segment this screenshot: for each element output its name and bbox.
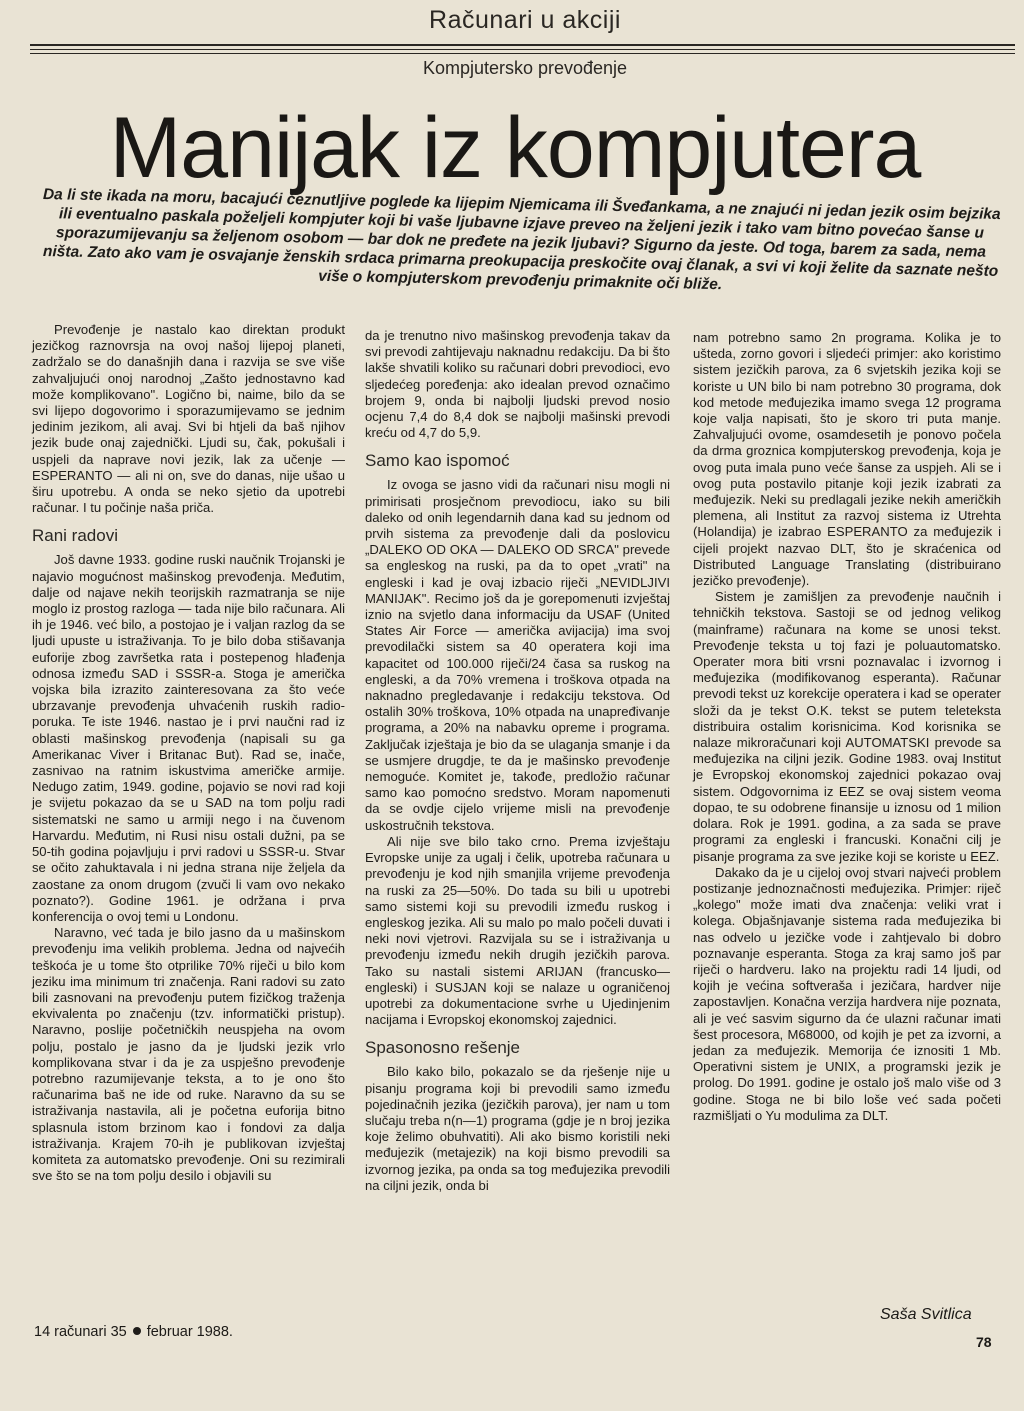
paragraph: Naravno, već tada je bilo jasno da u mašinskom prevođenju ima velikih problema. Jedna od najvećih teškoća je u tome što otprilike 70% riječi u bilo kom jeziku ima minimum tri značenja. Rani radovi su zato bili zasnovani na prevođenju putem fizičkog traženja ekvivalenta po značenju (tzv. informatički pristup). Naravno, poslije početničkih neuspjeha na ovom polju, postalo je jasno da je ljudski jezik vrlo komplikovana stvar i da je za uspješno prevođenje potrebno razumijevanje teksta, a to je ono što računarima baš ne ide od ruke. Naravno da su se istraživanja nastavila, ali je početna euforija bitno splasnula istom brzinom kao i fondovi za dalja istraživanja. Krajem 70-ih je publikovan izvještaj komiteta za automatsko prevođenje. Oni su rezimirali sve što se na tom polju desilo i objavili su <box>32 925 345 1184</box>
subheading: Rani radovi <box>32 526 118 546</box>
column-2 <box>365 328 670 1194</box>
footer-date: februar 1988. <box>146 1324 233 1340</box>
page-number: 78 <box>976 1334 992 1350</box>
column-3 <box>693 330 1001 1124</box>
lede: Da li ste ikada na moru, bacajući čeznutljive poglede ka lijepim Njemicama ili Šveđankama, a ne znajući ni jedan jezik osim bejzika ili eventualno paskala poželjeli kompjuter koji bi vaše ljubavne izjave preveo na željeni jezik i tako vam bitno povećao šanse u sporazumijevanju sa željenom osobom — bar dok ne pređete na jezik ljubavi? Sigurno da jeste. Od toga, barem za sada, nema ništa. Zato ako vam je osvajanje ženskih srdaca primarna preokupacija preskočite ovaj članak, a svi vi koji želite da saznate nešto više o kompjuterskom prevođenju primaknite oči bliže. <box>42 185 1001 294</box>
paragraph: Ali nije sve bilo tako crno. Prema izvještaju Evropske unije za ugalj i čelik, upotreba računara u prevođenju je kod njih smanjila vrijeme prevođenja na ruski za 25—50%. Do tada su bili u upotrebi samo sistemi koji su prevodili između ruskog i engleskog jezika. Ali su malo po malo počeli duvati i neki novi vjetrovi. Razvijala su se i istraživanja u prevođenju između nekih drugih jezičkih parova. Tako su nastali sistemi ARIJAN (francusko—engleski) i SUSJAN koji se nalaze u ograničenoj upotrebi za dokumentacione svrhe u Ujedinjenim nacijama i Evropskoj ekonomskoj zajednici. <box>365 833 670 1028</box>
header-rule <box>30 44 1015 46</box>
footer-folio <box>34 1324 233 1340</box>
headline: Manijak iz kompjutera <box>109 100 921 196</box>
header-rule <box>30 49 1015 50</box>
paragraph: Dakako da je u cijeloj ovoj stvari najveći problem postizanje jednoznačnosti međujezika. Primjer: riječ „kolego" može imati dva značenja: veliki vrat i kolega. Objašnjavanje sistema rada međujezika bi nas odvelo u jezičke vode i zahtjevalo bi dobro poznavanje esperanta. Stoga za kraj samo još par riječi o hardveru. Iako na projektu radi 14 ljudi, od kojih je većina softveraša i jezičara, hardver nije zapostavljen. Konačna verzija hardvera nije poznata, ali je već sasvim sigurno da će ulazni računar imati šest procesora, M68000, od kojih je pet za izvorni, a jedan za međujezik. Memorija će iznositi 1 Mb. Operativni sistem je UNIX, a programski jezik je prolog. Do 1991. godine je ostalo još malo više od 3 godine. Stoga ne bi bilo loše već sada početi razmišljati o Yu modulima za DLT. <box>693 864 1001 1123</box>
paragraph: Prevođenje je nastalo kao direktan produkt jezičkog raznovrsja na ovoj našoj lijepoj planeti, zadržalo se do današnjih dana i razvija se sve više zahvaljujući onoj narodnoj „Zašto jednostavno kad može komplikovano". Logično bi, naime, bilo da se svi lijepo dogovorimo i sporazumijevamo se jednim jedinim jezikom, ali avaj. Svi bi htjeli da baš njihov jezik bude onaj zajednički. Ljudi su, čak, pokušali i uspjeli da naprave novi jezik, lak za učenje — ESPERANTO — ali ni on, sve do danas, nije ušao u širu upotrebu. A onda se neko sjetio da upotrebi računar. I tu počinje naša priča. <box>32 322 345 516</box>
footer-magazine: 14 računari 35 <box>34 1324 127 1340</box>
subheading: Samo kao ispomoć <box>365 451 510 471</box>
kicker: Kompjutersko prevođenje <box>422 58 628 78</box>
paragraph: Još davne 1933. godine ruski naučnik Trojanski je najavio mogućnost mašinskog prevođenja. Međutim, dalje od najave nekih teorijskih razmatranja se nije moglo iz prostog razloga — tada nije bilo računara. Ali ih je 1946. već bilo, a postojao je i valjan razlog da se ljudi upuste u istraživanja. To je bilo doba stišavanja euforije zbog završetka rata i postepenog hlađenja odnosa između SAD i SSSR-a. Stoga je američka vojska bila izrazito zainteresovana za što veće ubrzavanje prevođenja uhvaćenih ruskih radio-poruka. Te iste 1946. nastao je i prvi naučni rad iz oblasti mašinskog prevođenja (napisali su ga Amerikanac Viver i Britanac But). Rad se, inače, zasnivao na ratnim iskustvima američke armije. Nedugo zatim, 1949. godine, pojavio se novi rad koji je svijetu pokazao da se u SAD na tom polju radi sistematski ne samo u armiji nego i na čuvenom Harvardu. Međutim, ni Rusi nisu ostali dužni, pa se 50-tih godina pojavljuju i prvi radovi u SSSR-u. Stvar se očito zahuktavala i ni jedna strana nije željela da zaostane za onom drugom (zvuči li vam ovo nekako poznato?). Godine 1961. je održana i prva konferencija o ovoj temi u Londonu. <box>32 552 345 924</box>
subheading: Spasonosno rešenje <box>365 1038 521 1058</box>
paragraph: da je trenutno nivo mašinskog prevođenja takav da svi prevodi zahtijevaju naknadnu redakciju. Da bi što lakše shvatili koliko su računari dobri prevodioci, evo sljedećeg poređenja: ako idealan prevod označimo brojem 9, onda bi najbolji ljudski prevod nosio ocjenu 7,4 do 8,4 dok se najbolji mašinski prevodi kreću od 4,7 do 5,9. <box>365 328 670 441</box>
author-signature: Saša Svitlica <box>880 1306 972 1323</box>
paragraph: Sistem je zamišljen za prevođenje naučnih i tehničkih tekstova. Sastoji se od jednog velikog (mainframe) računara na kome se unosi tekst. Prevođenje teksta u toj fazi je poluautomatsko. Operater mora biti vrsni poznavalac i izvornog i međujezika (modifikovanog esperanta). Računar prevodi tekst uz korekcije operatera i kad se operater složi da je tekst O.K. tekst se putem teleteksta distribuira ostalim korisnicima. Kod korisnika se nalaze mikroračunari koji AUTOMATSKI prevode sa međujezika na ciljni jezik. Godine 1983. ovaj Institut je Evropskoj ekonomskoj zajednici pokazao ovaj sistem. Odgovornima iz EEZ se ovaj sistem veoma dopao, te su odobrene finansije u iznosu od 1 milion dolara. Rok je 1991. godina, a za sada se prave programi za engleski i francuski. Konačni cilj je pisanje programa za sve jezike koji se koriste u EEZ. <box>693 589 1001 864</box>
section-label: Računari u akciji <box>429 6 621 34</box>
column-1 <box>32 322 345 1184</box>
bullet-icon <box>133 1327 141 1335</box>
paragraph: Bilo kako bilo, pokazalo se da rješenje nije u pisanju programa koji bi prevodili samo između pojedinačnih jezika (jezičkih parova), jer nam u tom slučaju treba n(n—1) programa (gdje je n broj jezika koje želimo obuhvatiti). Ali ako bismo koristili neki međujezik (metajezik) na koji bismo prevodili sa izvornog jezika, pa onda sa tog međujezika prevodili na ciljni jezik, onda bi <box>365 1064 670 1193</box>
paragraph: nam potrebno samo 2n programa. Kolika je to ušteda, zorno govori i sljedeći primjer: ako koristimo sistem jezičkih parova, za 6 svjetskih jezika koji se koriste u UN bilo bi nam potrebno 30 programa, dok kod metode međujezika imamo svega 12 programa koje valja napisati, što je skoro tri puta manje. Zahvaljujući ovome, osamdesetih je ponovo počela da drma groznica kompjuterskog prevođenja, koja je ovog puta imala puno veće šanse za uspjeh. Ali se i ovog puta postavilo pitanje koji jezik izabrati za međujezik. Neki su predlagali jezike nekih američkih plemena, ali Institut za razvoj sistema iz Utrehta (Holandija) je izabrao ESPERANTO za međujezik i cijeli projekt nazvao DLT, što je skraćenica od Distributed Language Translating (distribuirano jezičko prevođenje). <box>693 330 1001 589</box>
header-rule <box>30 53 1015 54</box>
paragraph: Iz ovoga se jasno vidi da računari nisu mogli ni primirisati prosječnom prevodiocu, iako su bili daleko od onih legendarnih dana kad su jednom od prvih sistema za prevođenje dali da poslovicu „DALEKO OD OKA — DALEKO OD SRCA" prevede sa engleskog na ruski, pa da to opet „vrati" na engleski i kad je ovaj izbacio riječi „NEVIDLJIVI MANIJAK". Recimo još da je gorepomenuti izvještaj iznio na svjetlo dana informaciju da USAF (United States Air Force — američka avijacija) ima svoj prevodilački sistem sa 40 operatera koji ima kapacitet od 100.000 riječi/24 časa sa ruskog na engleski, a da 70% vremena i troškova otpada na naknadno pregledavanje i redakciju tekstova. Od ostalih 30% troškova, 10% otpada na unapređivanje programa, a 20% na nabavku opreme i programa. Zaključak izještaja je bio da se ulaganja smanje i da se usmjere drugdje, te da je mašinsko prevođenje nemoguće. Komitet je, takođe, predložio računar samo kao pomoćno sredstvo. Moram napomenuti da se ovdje cijelo vrijeme misli na prevođenje uskostručnih tekstova. <box>365 477 670 833</box>
